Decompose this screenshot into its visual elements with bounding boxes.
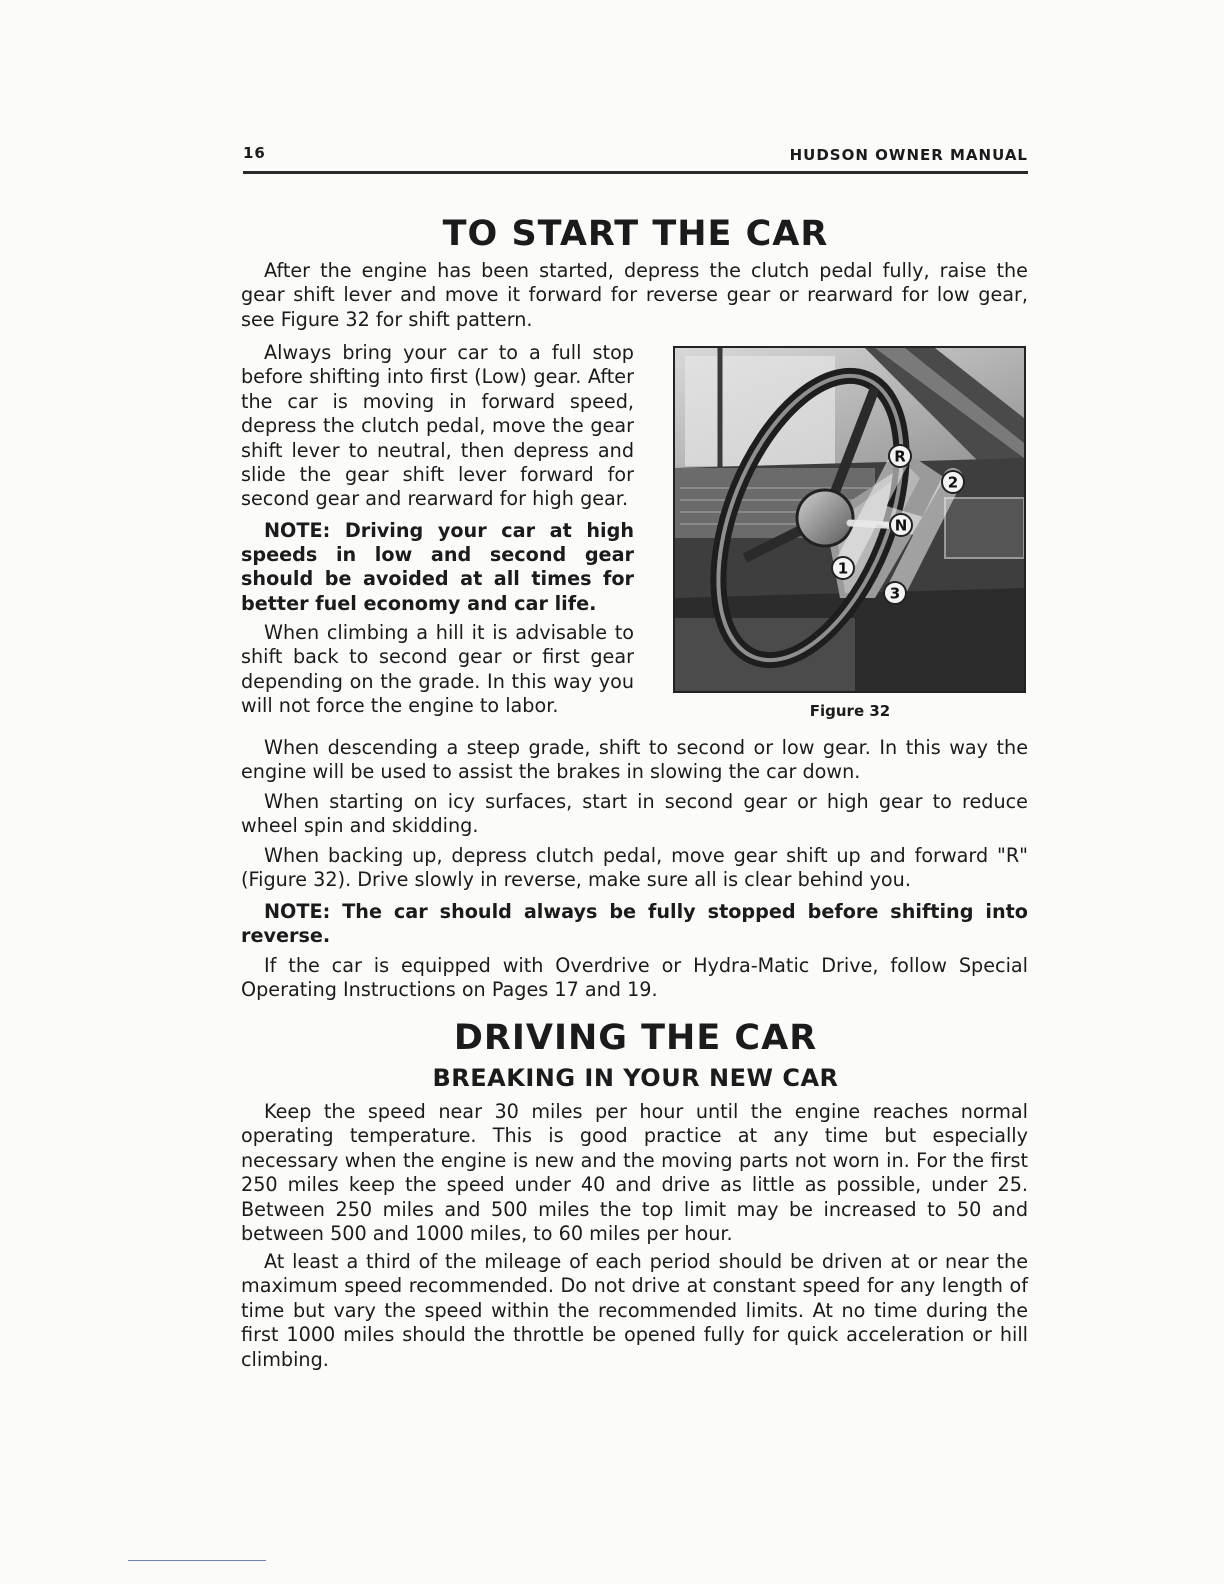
section-heading-driving: DRIVING THE CAR [453,1018,818,1058]
break-in-speed-paragraph: Keep the speed near 30 miles per hour until the engine reaches normal operating temperature. This is good practice at any time but especially necessary when the engine is new and the moving parts not worn in. For the first 250 miles keep the speed under 40 and drive as little as possible, under 25. Between 250 miles and 500 miles the top limit may be increased to 50 and between 500 and 1000 miles, to 60 miles per hour. [241,1100,1028,1246]
reverse-note: NOTE: The car should always be fully stopped before shifting into reverse. [241,900,1028,948]
section-heading-start: TO START THE CAR [442,214,829,254]
intro-paragraph: After the engine has been started, depress the clutch pedal fully, raise the gear shift lever and move it forward for reverse gear or rearward for low gear, see Figure 32 for shift pattern. [241,259,1028,331]
figure-caption: Figure 32 [809,702,891,720]
gear-label-r: R [894,447,906,466]
gear-shift-photo [673,346,1026,693]
icy-surfaces-paragraph: When starting on icy surfaces, start in second gear or high gear to reduce wheel spin and skidding. [241,790,1028,838]
page-number: 16 [243,144,266,162]
gear-label-n: N [894,516,908,535]
backing-up-paragraph: When backing up, depress clutch pedal, move gear shift up and forward "R" (Figure 32). Drive slowly in reverse, make sure all is clear behind you. [241,844,1028,892]
header-rule [243,171,1028,174]
full-stop-paragraph: Always bring your car to a full stop before shifting into first (Low) gear. After the car is moving in forward speed, depress the clutch pedal, move the gear shift lever to neutral, then depress and slide the gear shift lever forward for second gear and rearward for high gear. [241,341,634,511]
high-speed-note: NOTE: Driving your car at high speeds in low and second gear should be avoided at all times for better fuel economy and car life. [241,519,634,615]
descending-paragraph: When descending a steep grade, shift to second or low gear. In this way the engine will be used to assist the brakes in slowing the car down. [241,736,1028,784]
footer-mark [128,1560,266,1561]
overdrive-paragraph: If the car is equipped with Overdrive or Hydra-Matic Drive, follow Special Operating Instructions on Pages 17 and 19. [241,954,1028,1002]
page-header [243,142,1028,166]
manual-title: HUDSON OWNER MANUAL [789,146,1028,164]
gear-label-1: 1 [837,559,849,578]
hill-climbing-paragraph: When climbing a hill it is advisable to shift back to second gear or first gear depending on the grade. In this way you will not force the engine to labor. [241,621,634,718]
subheading-breaking-in: BREAKING IN YOUR NEW CAR [432,1064,839,1092]
break-in-mileage-paragraph: At least a third of the mileage of each period should be driven at or near the maximum speed recommended. Do not drive at constant speed for any length of time but vary the speed within the recommended limits. At no time during the first 1000 miles should the throttle be opened fully for quick acceleration or hill climbing. [241,1250,1028,1371]
gear-label-2: 2 [947,473,959,492]
gear-label-3: 3 [889,584,901,603]
